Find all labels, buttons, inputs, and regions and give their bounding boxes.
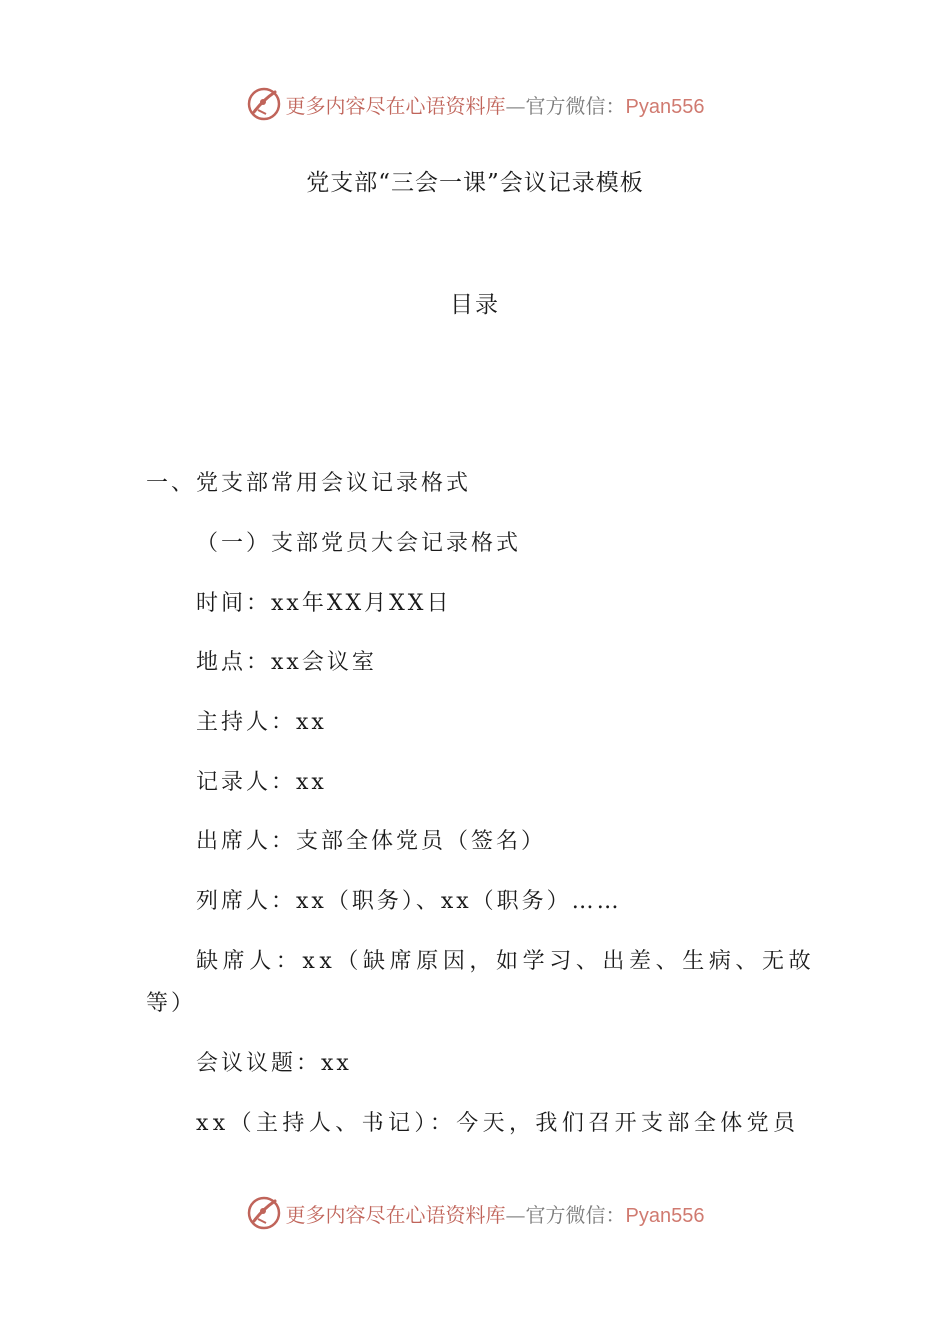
pen-logo-icon	[246, 1195, 282, 1231]
agenda-line: 会议议题：xx	[196, 1051, 352, 1076]
meeting-time-line: 时间：xx年XX月XX日	[196, 591, 452, 616]
watermark-text: 更多内容尽在心语资料库—官方微信：Pyan556	[285, 93, 705, 118]
host-speech-line: xx（主持人、书记）：今天，我们召开支部全体党员	[196, 1111, 800, 1136]
section-heading: 一、党支部常用会议记录格式	[146, 471, 472, 496]
absentees-line: 缺席人：xx（缺席原因，如学习、出差、生病、无故	[196, 949, 816, 974]
host-line: 主持人：xx	[196, 710, 327, 735]
recorder-line: 记录人：xx	[196, 770, 327, 795]
watermark-text: 更多内容尽在心语资料库—官方微信：Pyan556	[285, 1202, 705, 1227]
document-title: 党支部“三会一课”会议记录模板	[306, 170, 644, 196]
footer-watermark-banner	[0, 1193, 950, 1233]
pen-logo-icon	[246, 86, 282, 122]
absentees-line-continued: 等）	[146, 991, 197, 1016]
meeting-location-line: 地点：xx会议室	[196, 650, 377, 675]
header-watermark-banner	[0, 84, 950, 124]
attendees-line: 出席人：支部全体党员（签名）	[196, 829, 547, 854]
observers-line: 列席人：xx（职务）、xx（职务）……	[196, 889, 622, 914]
toc-heading: 目录	[450, 292, 500, 318]
subsection-heading: （一）支部党员大会记录格式	[196, 531, 522, 556]
